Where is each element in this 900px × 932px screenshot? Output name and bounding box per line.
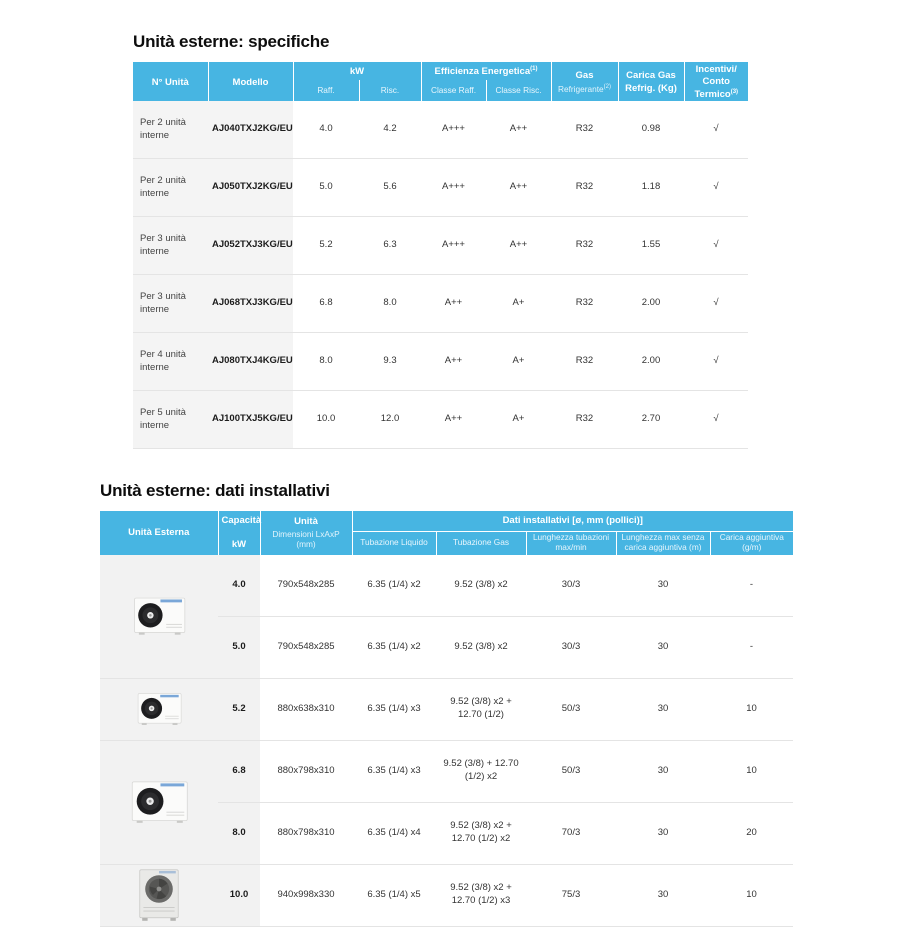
cell-gas: R32 bbox=[551, 159, 618, 217]
cell-gas: R32 bbox=[551, 101, 618, 159]
col-header-tubazione-liquido: Tubazione Liquido bbox=[352, 532, 436, 555]
cell-lunghezza: 70/3 bbox=[526, 802, 616, 864]
col-header-n-unita: N° Unità bbox=[133, 62, 208, 101]
cell-raff: 10.0 bbox=[293, 391, 359, 449]
checkmark: √ bbox=[684, 217, 748, 275]
outdoor-unit-icon bbox=[129, 865, 189, 925]
col-header-incentivi: Incentivi/ Conto Termico$^{(3)}$ bbox=[684, 62, 748, 101]
outdoor-unit-icon bbox=[127, 685, 191, 733]
cell-risc: 12.0 bbox=[359, 391, 421, 449]
cell-carica: 2.00 bbox=[618, 333, 684, 391]
cell-tubazione-liquido: 6.35 (1/4) x2 bbox=[352, 616, 436, 678]
cell-capacita: 6.8 bbox=[218, 740, 260, 802]
cell-classe-raff: A+++ bbox=[421, 217, 486, 275]
cell-dimensioni: 880x798x310 bbox=[260, 740, 352, 802]
cell-lunghezza-max: 30 bbox=[616, 740, 710, 802]
dati-installativi-table bbox=[100, 511, 793, 927]
cell-tubazione-gas: 9.52 (3/8) x2 bbox=[436, 616, 526, 678]
cell-classe-risc: A++ bbox=[486, 159, 551, 217]
specifiche-header-row-1 bbox=[133, 62, 748, 80]
cell-raff: 8.0 bbox=[293, 333, 359, 391]
cell-risc: 6.3 bbox=[359, 217, 421, 275]
col-header-lunghezza-max: Lunghezza max senza carica aggiuntiva (m) bbox=[616, 532, 710, 555]
cell-risc: 5.6 bbox=[359, 159, 421, 217]
col-group-dati-installativi: Dati installativi [ø, mm (pollici)] bbox=[352, 511, 793, 532]
checkmark: √ bbox=[684, 101, 748, 159]
cell-capacita: 4.0 bbox=[218, 555, 260, 617]
col-header-classe-raff: Classe Raff. bbox=[421, 80, 486, 101]
cell-classe-risc: A+ bbox=[486, 275, 551, 333]
cell-gas: R32 bbox=[551, 333, 618, 391]
cell-raff: 4.0 bbox=[293, 101, 359, 159]
cell-tubazione-liquido: 6.35 (1/4) x2 bbox=[352, 555, 436, 617]
cell-modello: AJ050TXJ2KG/EU bbox=[208, 159, 293, 217]
cell-carica: 0.98 bbox=[618, 101, 684, 159]
dati-header-row-1 bbox=[100, 511, 793, 532]
cell-risc: 8.0 bbox=[359, 275, 421, 333]
cell-lunghezza-max: 30 bbox=[616, 555, 710, 617]
table-row bbox=[100, 555, 793, 617]
table-row bbox=[133, 217, 748, 275]
cell-carica-aggiuntiva: 10 bbox=[710, 740, 793, 802]
table-row bbox=[133, 101, 748, 159]
cell-tubazione-gas: 9.52 (3/8) + 12.70 (1/2) x2 bbox=[436, 740, 526, 802]
table-row bbox=[133, 391, 748, 449]
cell-classe-risc: A+ bbox=[486, 333, 551, 391]
cell-carica: 1.55 bbox=[618, 217, 684, 275]
cell-lunghezza: 30/3 bbox=[526, 555, 616, 617]
specifiche-section bbox=[133, 32, 748, 449]
outdoor-unit-image-medium bbox=[100, 678, 218, 740]
cell-dimensioni: 790x548x285 bbox=[260, 555, 352, 617]
cell-modello: AJ068TXJ3KG/EU bbox=[208, 275, 293, 333]
cell-n-unita: Per 3 unità interne bbox=[133, 275, 208, 333]
cell-dimensioni: 940x998x330 bbox=[260, 864, 352, 926]
col-header-raff: Raff. bbox=[293, 80, 359, 101]
table-row bbox=[100, 740, 793, 802]
table-row bbox=[100, 678, 793, 740]
cell-classe-risc: A++ bbox=[486, 101, 551, 159]
col-header-classe-risc: Classe Risc. bbox=[486, 80, 551, 101]
footnote-2: (2) bbox=[603, 84, 611, 91]
col-header-unita-esterna: Unità Esterna bbox=[100, 511, 218, 555]
cell-lunghezza-max: 30 bbox=[616, 864, 710, 926]
col-header-carica-aggiuntiva: Carica aggiuntiva (g/m) bbox=[710, 532, 793, 555]
col-group-efficienza: Efficienza Energetica$^{(1)}$ bbox=[421, 62, 551, 80]
cell-capacita: 5.2 bbox=[218, 678, 260, 740]
checkmark: √ bbox=[684, 391, 748, 449]
table-row bbox=[133, 275, 748, 333]
cell-classe-raff: A+++ bbox=[421, 101, 486, 159]
cell-lunghezza: 30/3 bbox=[526, 616, 616, 678]
cell-modello: AJ040TXJ2KG/EU bbox=[208, 101, 293, 159]
cell-carica-aggiuntiva: 10 bbox=[710, 678, 793, 740]
cell-carica-aggiuntiva: 20 bbox=[710, 802, 793, 864]
cell-lunghezza: 50/3 bbox=[526, 678, 616, 740]
cell-lunghezza: 75/3 bbox=[526, 864, 616, 926]
cell-carica: 2.70 bbox=[618, 391, 684, 449]
cell-gas: R32 bbox=[551, 217, 618, 275]
cell-tubazione-gas: 9.52 (3/8) x2 + 12.70 (1/2) x3 bbox=[436, 864, 526, 926]
cell-risc: 4.2 bbox=[359, 101, 421, 159]
col-header-unita-dimensioni: Unità Dimensioni LxAxP (mm) bbox=[260, 511, 352, 555]
cell-lunghezza: 50/3 bbox=[526, 740, 616, 802]
cell-dimensioni: 880x798x310 bbox=[260, 802, 352, 864]
cell-classe-risc: A+ bbox=[486, 391, 551, 449]
outdoor-unit-image-large bbox=[100, 740, 218, 864]
cell-modello: AJ052TXJ3KG/EU bbox=[208, 217, 293, 275]
table-row bbox=[133, 333, 748, 391]
checkmark: √ bbox=[684, 159, 748, 217]
col-header-lunghezza-tubazioni: Lunghezza tubazioni max/min bbox=[526, 532, 616, 555]
cell-carica-aggiuntiva: - bbox=[710, 616, 793, 678]
cell-raff: 5.0 bbox=[293, 159, 359, 217]
cell-capacita: 8.0 bbox=[218, 802, 260, 864]
dati-installativi-title: Unità esterne: dati installativi bbox=[100, 481, 330, 501]
cell-classe-raff: A++ bbox=[421, 333, 486, 391]
cell-dimensioni: 790x548x285 bbox=[260, 616, 352, 678]
cell-lunghezza-max: 30 bbox=[616, 616, 710, 678]
cell-raff: 6.8 bbox=[293, 275, 359, 333]
cell-n-unita: Per 2 unità interne bbox=[133, 159, 208, 217]
cell-carica: 1.18 bbox=[618, 159, 684, 217]
table-row bbox=[133, 159, 748, 217]
cell-tubazione-gas: 9.52 (3/8) x2 + 12.70 (1/2) bbox=[436, 678, 526, 740]
cell-carica-aggiuntiva: 10 bbox=[710, 864, 793, 926]
cell-gas: R32 bbox=[551, 391, 618, 449]
outdoor-unit-image-small bbox=[100, 555, 218, 679]
cell-capacita: 5.0 bbox=[218, 616, 260, 678]
cell-classe-raff: A++ bbox=[421, 275, 486, 333]
footnote-1: (1) bbox=[530, 66, 538, 73]
outdoor-unit-icon bbox=[123, 588, 195, 644]
col-header-capacita: Capacità kW bbox=[218, 511, 260, 555]
table-row bbox=[100, 864, 793, 926]
cell-raff: 5.2 bbox=[293, 217, 359, 275]
cell-risc: 9.3 bbox=[359, 333, 421, 391]
cell-modello: AJ100TXJ5KG/EU bbox=[208, 391, 293, 449]
col-group-kw: kW bbox=[293, 62, 421, 80]
col-header-modello: Modello bbox=[208, 62, 293, 101]
checkmark: √ bbox=[684, 333, 748, 391]
cell-tubazione-liquido: 6.35 (1/4) x3 bbox=[352, 678, 436, 740]
specifiche-title: Unità esterne: specifiche bbox=[133, 32, 330, 51]
outdoor-unit-icon bbox=[121, 773, 197, 831]
col-header-risc: Risc. bbox=[359, 80, 421, 101]
specifiche-table bbox=[133, 62, 748, 449]
col-header-gas: Gas Refrigerante$^{(2)}$ bbox=[551, 62, 618, 101]
cell-lunghezza-max: 30 bbox=[616, 802, 710, 864]
cell-classe-raff: A++ bbox=[421, 391, 486, 449]
cell-n-unita: Per 5 unità interne bbox=[133, 391, 208, 449]
cell-gas: R32 bbox=[551, 275, 618, 333]
cell-n-unita: Per 4 unità interne bbox=[133, 333, 208, 391]
cell-tubazione-gas: 9.52 (3/8) x2 + 12.70 (1/2) x2 bbox=[436, 802, 526, 864]
col-header-carica-gas: Carica Gas Refrig. (Kg) bbox=[618, 62, 684, 101]
col-header-tubazione-gas: Tubazione Gas bbox=[436, 532, 526, 555]
cell-tubazione-liquido: 6.35 (1/4) x5 bbox=[352, 864, 436, 926]
footnote-3: (3) bbox=[730, 88, 739, 95]
cell-carica: 2.00 bbox=[618, 275, 684, 333]
cell-tubazione-gas: 9.52 (3/8) x2 bbox=[436, 555, 526, 617]
outdoor-unit-image-xl bbox=[100, 864, 218, 926]
cell-capacita: 10.0 bbox=[218, 864, 260, 926]
cell-n-unita: Per 2 unità interne bbox=[133, 101, 208, 159]
cell-tubazione-liquido: 6.35 (1/4) x4 bbox=[352, 802, 436, 864]
cell-modello: AJ080TXJ4KG/EU bbox=[208, 333, 293, 391]
cell-classe-raff: A+++ bbox=[421, 159, 486, 217]
cell-tubazione-liquido: 6.35 (1/4) x3 bbox=[352, 740, 436, 802]
cell-lunghezza-max: 30 bbox=[616, 678, 710, 740]
cell-classe-risc: A++ bbox=[486, 217, 551, 275]
cell-n-unita: Per 3 unità interne bbox=[133, 217, 208, 275]
dati-installativi-section bbox=[100, 481, 793, 927]
checkmark: √ bbox=[684, 275, 748, 333]
cell-dimensioni: 880x638x310 bbox=[260, 678, 352, 740]
cell-carica-aggiuntiva: - bbox=[710, 555, 793, 617]
